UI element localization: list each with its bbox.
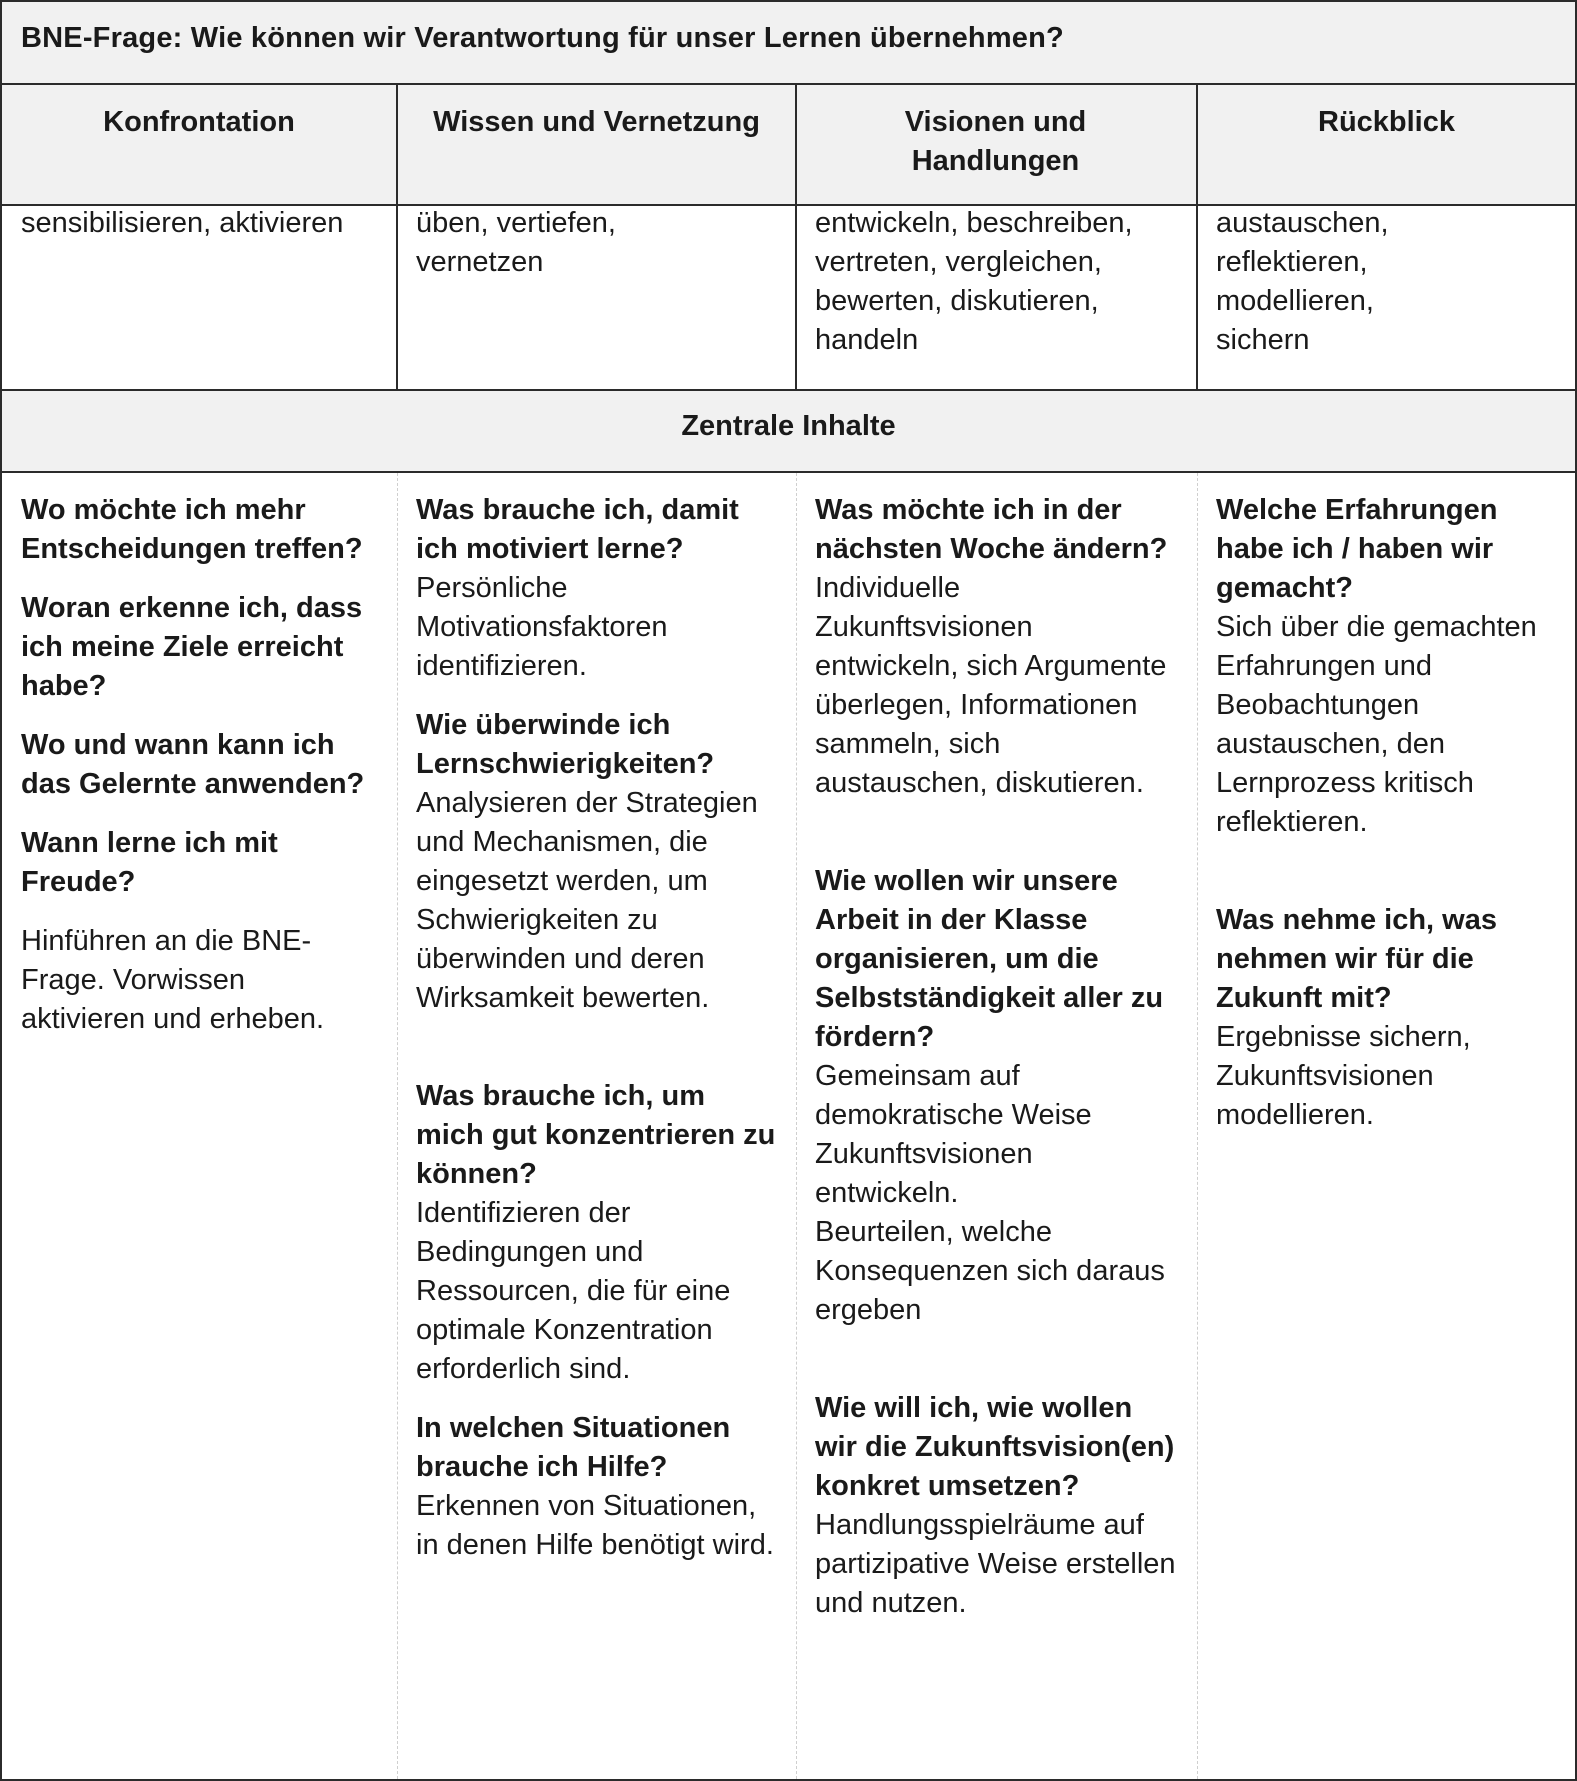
guiding-question: Wie will ich, wie wollen wir die Zukunftsvision(en) konkret umsetzen? — [815, 1392, 1175, 1502]
guiding-question: In welchen Situationen brauche ich Hilfe? — [416, 1412, 731, 1483]
guiding-question: Wo und wann kann ich das Gelernte anwenden? — [21, 729, 365, 800]
column-header-visionen: Visionen und Handlungen — [904, 106, 1087, 177]
content-description: Erkennen von Situationen, in denen Hilfe benötigt wird. — [416, 1490, 774, 1561]
guiding-question: Wo möchte ich mehr Entscheidungen treffen? — [21, 494, 363, 565]
bne-question-title: BNE-Frage: Wie können wir Verantwortung für unser Lernen übernehmen? — [21, 22, 1064, 54]
verbs-rueckblick: austauschen, reflektieren, modellieren, sichern — [1216, 207, 1389, 356]
guiding-question: Wie wollen wir unsere Arbeit in der Klasse organisieren, um die Selbstständigkeit aller zu fördern? — [815, 865, 1164, 1053]
row-divider — [0, 83, 1577, 85]
verbs-wissen: üben, vertiefen, vernetzen — [416, 207, 616, 278]
verbs-visionen: entwickeln, beschreiben, vertreten, vergleichen, bewerten, diskutieren, handeln — [815, 207, 1133, 356]
row-divider — [0, 389, 1577, 391]
guiding-question: Wann lerne ich mit Freude? — [21, 827, 278, 898]
guiding-question: Was brauche ich, damit ich motiviert lerne? — [416, 494, 739, 565]
content-description: Sich über die gemachten Erfahrungen und Beobachtungen austauschen, den Lernprozess kritisch reflektieren. — [1216, 611, 1537, 838]
column-divider-dashed — [796, 473, 797, 1779]
content-visionen — [815, 491, 1180, 1623]
column-divider-dashed — [1197, 473, 1198, 1779]
column-divider — [795, 83, 797, 391]
content-description: Hinführen an die BNE-Frage. Vorwissen aktivieren und erheben. — [21, 925, 325, 1035]
content-description: Beurteilen, welche Konsequenzen sich daraus ergeben — [815, 1216, 1165, 1326]
row-divider — [0, 471, 1577, 473]
guiding-question: Was nehme ich, was nehmen wir für die Zukunft mit? — [1216, 904, 1497, 1014]
content-rueckblick — [1216, 491, 1566, 1135]
guiding-question: Welche Erfahrungen habe ich / haben wir gemacht? — [1216, 494, 1498, 604]
section-title-zentrale-inhalte: Zentrale Inhalte — [681, 410, 896, 442]
content-description: Handlungsspielräume auf partizipative Weise erstellen und nutzen. — [815, 1509, 1176, 1619]
guiding-question: Wie überwinde ich Lernschwierigkeiten? — [416, 709, 715, 780]
table-border-top — [0, 0, 1577, 2]
content-wissen — [416, 491, 776, 1565]
column-divider-dashed — [397, 473, 398, 1779]
table-border-left — [0, 0, 2, 1781]
guiding-question: Was möchte ich in der nächsten Woche ändern? — [815, 494, 1168, 565]
content-description: Gemeinsam auf demokratische Weise Zukunftsvisionen entwickeln. — [815, 1060, 1092, 1209]
content-description: Persönliche Motivationsfaktoren identifizieren. — [416, 572, 668, 682]
content-description: Analysieren der Strategien und Mechanismen, die eingesetzt werden, um Schwierigkeiten zu überwinden und deren Wirksamkeit bewerten. — [416, 787, 758, 1014]
column-header-rueckblick: Rückblick — [1318, 106, 1455, 138]
content-description: Ergebnisse sichern, Zukunftsvisionen modellieren. — [1216, 1021, 1471, 1131]
guiding-question: Woran erkenne ich, dass ich meine Ziele erreicht habe? — [21, 592, 363, 702]
content-description: Identifizieren der Bedingungen und Ressourcen, die für eine optimale Konzentration erforderlich sind. — [416, 1197, 731, 1385]
content-description: Individuelle Zukunftsvisionen entwickeln, sich Argumente überlegen, Informationen sammeln, sich austauschen, diskutieren. — [815, 572, 1167, 799]
guiding-question: Was brauche ich, um mich gut konzentrieren zu können? — [416, 1080, 776, 1190]
column-header-konfrontation: Konfrontation — [103, 106, 295, 138]
content-konfrontation — [21, 491, 366, 1039]
column-header-wissen: Wissen und Vernetzung — [433, 106, 760, 138]
verbs-konfrontation: sensibilisieren, aktivieren — [21, 207, 344, 239]
